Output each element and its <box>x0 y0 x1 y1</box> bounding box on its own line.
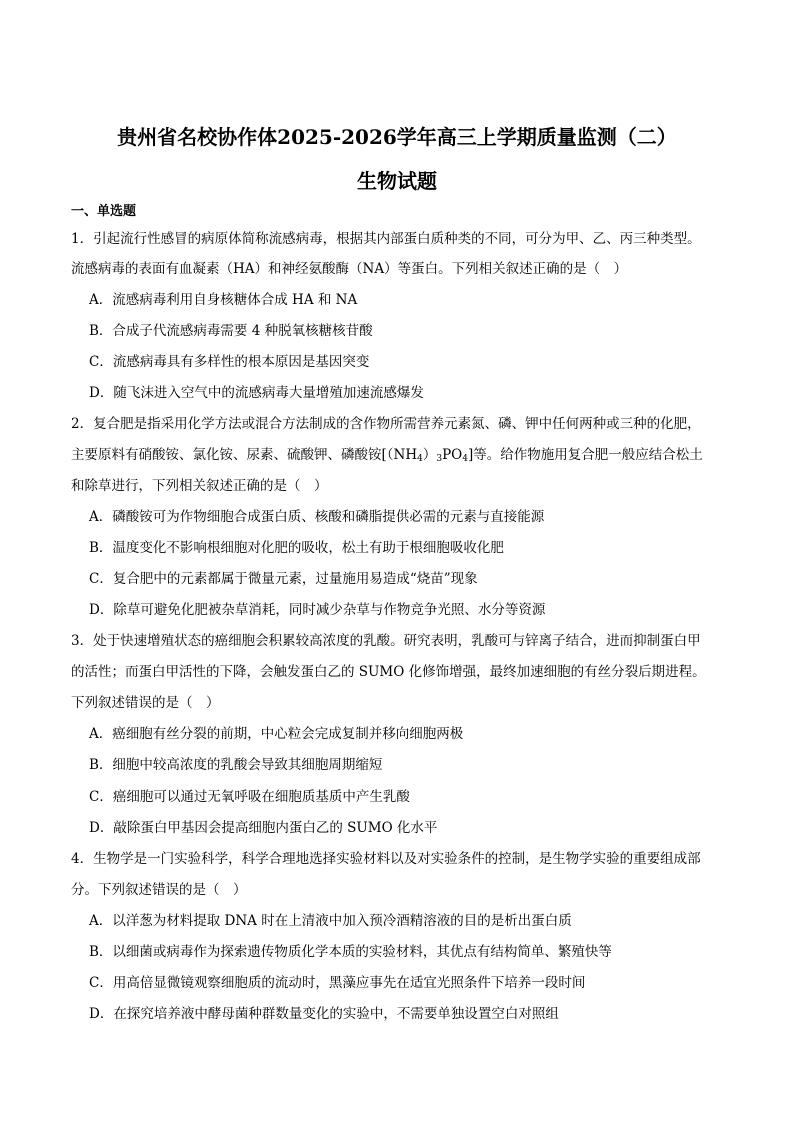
formula-subscript: 4 <box>417 454 423 464</box>
question-1-option-d: D．随飞沫进入空气中的流感病毒大量增殖加速流感爆发 <box>89 385 424 401</box>
question-3-option-c: C．癌细胞可以通过无氧呼吸在细胞质基质中产生乳酸 <box>89 789 410 805</box>
question-4-option-a: A．以洋葱为材料提取 DNA 时在上清液中加入预冷酒精溶液的目的是析出蛋白质 <box>89 913 572 929</box>
question-3-stem-line-3: 下列叙述错误的是（ ） <box>71 695 220 711</box>
main-title: 贵州省名校协作体2025-2026学年高三上学期质量监测（二） <box>117 125 677 149</box>
question-3-stem-line-1: 3．处于快速增殖状态的癌细胞会积累较高浓度的乳酸。研究表明，乳酸可与锌离子结合，进而抑制蛋白甲 <box>71 633 701 649</box>
question-3-option-a: A．癌细胞有丝分裂的前期，中心粒会完成复制并移向细胞两极 <box>89 726 464 742</box>
question-4-option-b: B．以细菌或病毒作为探索遗传物质化学本质的实验材料，其优点有结构简单、繁殖快等 <box>89 944 612 960</box>
question-3-option-b: B．细胞中较高浓度的乳酸会导致其细胞周期缩短 <box>89 757 383 773</box>
question-2-option-b: B．温度变化不影响根细胞对化肥的吸收，松土有助于根细胞吸收化肥 <box>89 540 504 556</box>
formula-text-after: ]等。给作物施用复合肥一般应结合松土 <box>467 447 703 463</box>
question-2-stem-line-2 <box>71 445 703 465</box>
question-2-stem-line-1: 2．复合肥是指采用化学方法或混合方法制成的含作物所需营养元素氮、磷、钾中任何两种或三种的化肥， <box>71 416 701 432</box>
question-1-option-c: C．流感病毒具有多样性的根本原因是基因突变 <box>89 354 370 370</box>
question-1-stem-line-2: 流感病毒的表面有血凝素（HA）和神经氨酸酶（NA）等蛋白。下列相关叙述正确的是（ ） <box>71 261 628 277</box>
question-1-option-b: B．合成子代流感病毒需要 4 种脱氧核糖核苷酸 <box>89 323 373 339</box>
question-3-option-d: D．敲除蛋白甲基因会提高细胞内蛋白乙的 SUMO 化水平 <box>89 820 438 836</box>
formula-text-after: PO <box>442 447 463 463</box>
question-1-stem-line-1: 1．引起流行性感冒的病原体简称流感病毒，根据其内部蛋白质种类的不同，可分为甲、乙、丙三种类型。 <box>71 231 701 247</box>
question-2-option-d: D．除草可避免化肥被杂草消耗，同时减少杂草与作物竞争光照、水分等资源 <box>89 602 546 618</box>
subject-title: 生物试题 <box>357 169 437 193</box>
question-4-stem-line-1: 4．生物学是一门实验科学，科学合理地选择实验材料以及对实验条件的控制，是生物学实验的重要组成部 <box>71 851 701 867</box>
question-4-stem-line-2: 分。下列叙述错误的是（ ） <box>71 882 247 898</box>
question-4-option-d: D．在探究培养液中酵母菌种群数量变化的实验中，不需要单独设置空白对照组 <box>89 1006 559 1022</box>
formula-subscript: 4 <box>462 454 468 464</box>
formula-subscript: 3 <box>436 454 443 464</box>
question-3-stem-line-2: 的活性；而蛋白甲活性的下降，会触发蛋白乙的 SUMO 化修饰增强，最终加速细胞的有丝分裂后期进程。 <box>71 664 706 680</box>
question-2-stem-line-3: 和除草进行，下列相关叙述正确的是（ ） <box>71 478 328 494</box>
question-4-option-c: C．用高倍显微镜观察细胞质的流动时，黑藻应事先在适宜光照条件下培养一段时间 <box>89 975 586 991</box>
formula-text-middle: ） <box>422 447 437 463</box>
question-1-option-a: A．流感病毒利用自身核糖体合成 HA 和 NA <box>89 292 358 308</box>
question-2-option-a: A．磷酸铵可为作物细胞合成蛋白质、核酸和磷脂提供必需的元素与直接能源 <box>89 509 545 525</box>
question-2-option-c: C．复合肥中的元素都属于微量元素，过量施用易造成“烧苗”现象 <box>89 571 478 587</box>
formula-text-before: 主要原料有硝酸铵、氯化铵、尿素、硫酸钾、磷酸铵[（NH <box>71 447 418 463</box>
section-heading: 一、单选题 <box>71 204 137 219</box>
